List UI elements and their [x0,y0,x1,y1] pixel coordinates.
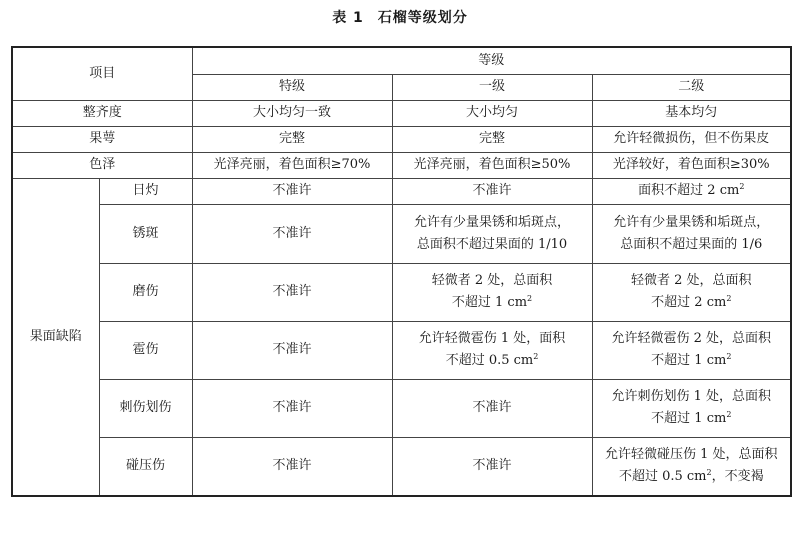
table-row-uniformity [12,100,791,126]
table-row-calyx [12,126,791,152]
row-label: 果萼 [12,126,192,152]
header-row-grade [12,47,791,74]
header-item-cell: 项目 [12,47,192,100]
table-cell: 轻微者 2 处，总面积 不超过 2 $cm^2$ [592,263,791,321]
row-label: 锈斑 [99,204,192,263]
defects-group-label: 果面缺陷 [12,178,99,496]
table-cell: 不准许 [392,437,592,496]
row-label: 色泽 [12,152,192,178]
table-cell: 允许轻微雹伤 1 处，面积 不超过 0.5 $cm^2$ [392,321,592,379]
grading-table [11,46,792,497]
table-cell: 基本均匀 [592,100,791,126]
table-cell: 轻微者 2 处，总面积 不超过 1 $cm^2$ [392,263,592,321]
table-cell: 允许有少量果锈和垢斑点， 总面积不超过果面的 1/10 [392,204,592,263]
table-title [0,7,800,27]
table-cell: 允许有少量果锈和垢斑点， 总面积不超过果面的 1/6 [592,204,791,263]
table-cell: 不准许 [192,379,392,437]
table-cell: 允许轻微雹伤 2 处，总面积 不超过 1 $cm^2$ [592,321,791,379]
table-cell: 光泽亮丽，着色面积≥50% [392,152,592,178]
table-cell: 大小均匀一致 [192,100,392,126]
row-label: 雹伤 [99,321,192,379]
table-row-color [12,152,791,178]
table-cell: 光泽较好，着色面积≥30% [592,152,791,178]
table-cell: 不准许 [192,178,392,204]
table-cell: 光泽亮丽，着色面积≥70% [192,152,392,178]
row-label: 碰压伤 [99,437,192,496]
table-cell: 不准许 [392,178,592,204]
table-cell: 完整 [392,126,592,152]
row-label: 刺伤划伤 [99,379,192,437]
table-cell: 允许轻微损伤，但不伤果皮 [592,126,791,152]
table-title-text: 石榴等级划分 [377,10,468,26]
header-grade-second: 二级 [592,74,791,100]
table-row-puncture [12,379,791,437]
table-cell: 不准许 [392,379,592,437]
table-cell: 面积不超过 2 $cm^2$ [592,178,791,204]
row-label: 整齐度 [12,100,192,126]
table-cell: 不准许 [192,321,392,379]
table-cell: 完整 [192,126,392,152]
table-cell: 允许刺伤划伤 1 处，总面积 不超过 1 $cm^2$ [592,379,791,437]
row-label: 日灼 [99,178,192,204]
table-row-sunburn [12,178,791,204]
table-cell: 大小均匀 [392,100,592,126]
table-number: 表 1 [332,10,364,26]
header-grade-special: 特级 [192,74,392,100]
table-row-abrasion [12,263,791,321]
table-cell: 不准许 [192,263,392,321]
table-cell: 不准许 [192,204,392,263]
table-row-bruise [12,437,791,496]
header-grade-cell: 等级 [192,47,791,74]
table-cell: 不准许 [192,437,392,496]
table-row-hail [12,321,791,379]
table-row-rust [12,204,791,263]
header-grade-first: 一级 [392,74,592,100]
row-label: 磨伤 [99,263,192,321]
table-cell: 允许轻微碰压伤 1 处，总面积 不超过 0.5 $cm^2$，不变褐 [592,437,791,496]
